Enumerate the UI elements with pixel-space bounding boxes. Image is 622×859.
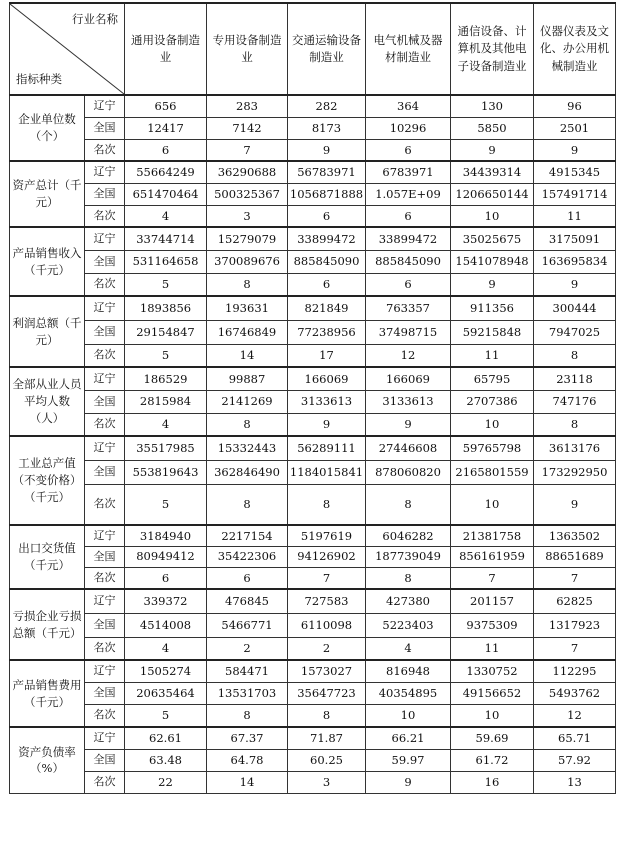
data-cell: 12 — [366, 344, 451, 367]
data-cell: 7 — [534, 567, 616, 589]
data-cell: 99887 — [207, 367, 288, 390]
data-cell: 9 — [534, 273, 616, 296]
data-cell: 36290688 — [207, 161, 288, 183]
data-cell: 5 — [125, 704, 207, 727]
data-cell: 11 — [534, 205, 616, 227]
data-cell: 1541078948 — [451, 250, 534, 273]
data-cell: 362846490 — [207, 460, 288, 484]
data-cell: 61.72 — [451, 749, 534, 771]
data-cell: 6 — [288, 273, 366, 296]
table-row — [10, 227, 616, 250]
data-cell: 427380 — [366, 589, 451, 613]
data-cell: 6 — [366, 139, 451, 161]
data-cell: 2141269 — [207, 390, 288, 413]
row-type-label: 全国 — [85, 320, 125, 344]
data-cell: 35422306 — [207, 546, 288, 567]
data-cell: 8 — [366, 484, 451, 525]
data-cell: 187739049 — [366, 546, 451, 567]
data-cell: 656 — [125, 95, 207, 117]
row-type-label: 名次 — [85, 637, 125, 660]
data-cell: 12417 — [125, 117, 207, 139]
row-type-label: 辽宁 — [85, 95, 125, 117]
data-cell: 5466771 — [207, 613, 288, 637]
data-cell: 9 — [288, 139, 366, 161]
data-cell: 10 — [451, 704, 534, 727]
data-cell: 4915345 — [534, 161, 616, 183]
data-cell: 3184940 — [125, 525, 207, 546]
table-row — [10, 727, 616, 749]
table-row — [10, 682, 616, 704]
table-row — [10, 660, 616, 682]
data-cell: 2165801559 — [451, 460, 534, 484]
data-cell: 62.61 — [125, 727, 207, 749]
indicator-name: 产品销售收入（千元） — [10, 227, 85, 296]
data-cell: 22 — [125, 771, 207, 793]
data-cell: 747176 — [534, 390, 616, 413]
data-cell: 727583 — [288, 589, 366, 613]
row-type-label: 全国 — [85, 390, 125, 413]
data-cell: 15332443 — [207, 436, 288, 460]
data-cell: 763357 — [366, 296, 451, 320]
row-type-label: 名次 — [85, 567, 125, 589]
data-cell: 13 — [534, 771, 616, 793]
data-cell: 57.92 — [534, 749, 616, 771]
data-cell: 1363502 — [534, 525, 616, 546]
data-cell: 1317923 — [534, 613, 616, 637]
data-cell: 8 — [288, 704, 366, 727]
data-cell: 1505274 — [125, 660, 207, 682]
row-type-label: 名次 — [85, 704, 125, 727]
data-cell: 3 — [207, 205, 288, 227]
data-cell: 9 — [451, 273, 534, 296]
data-cell: 11 — [451, 637, 534, 660]
data-cell: 9 — [366, 413, 451, 436]
data-cell: 60.25 — [288, 749, 366, 771]
data-cell: 5 — [125, 273, 207, 296]
data-cell: 7 — [451, 567, 534, 589]
indicator-name: 资产负债率（%） — [10, 727, 85, 793]
data-cell: 59.69 — [451, 727, 534, 749]
data-cell: 35025675 — [451, 227, 534, 250]
table-row — [10, 413, 616, 436]
column-header: 交通运输设备制造业 — [288, 3, 366, 95]
table-row — [10, 525, 616, 546]
data-cell: 3133613 — [366, 390, 451, 413]
data-cell: 9 — [451, 139, 534, 161]
data-cell: 14 — [207, 771, 288, 793]
data-cell: 15279079 — [207, 227, 288, 250]
data-cell: 3133613 — [288, 390, 366, 413]
data-cell: 34439314 — [451, 161, 534, 183]
data-cell: 6783971 — [366, 161, 451, 183]
data-cell: 59.97 — [366, 749, 451, 771]
data-cell: 1056871888 — [288, 183, 366, 205]
row-type-label: 全国 — [85, 460, 125, 484]
data-cell: 8 — [534, 413, 616, 436]
data-cell: 8 — [534, 344, 616, 367]
data-cell: 885845090 — [366, 250, 451, 273]
data-cell: 584471 — [207, 660, 288, 682]
data-cell: 1184015841 — [288, 460, 366, 484]
row-type-label: 名次 — [85, 771, 125, 793]
data-cell: 4 — [125, 637, 207, 660]
data-cell: 10 — [366, 704, 451, 727]
data-cell: 500325367 — [207, 183, 288, 205]
column-header: 通信设备、计算机及其他电子设备制造业 — [451, 3, 534, 95]
data-cell: 6 — [207, 567, 288, 589]
table-row — [10, 183, 616, 205]
data-cell: 6 — [366, 273, 451, 296]
data-cell: 56289111 — [288, 436, 366, 460]
data-cell: 5 — [125, 484, 207, 525]
data-cell: 6046282 — [366, 525, 451, 546]
data-cell: 2707386 — [451, 390, 534, 413]
row-type-label: 全国 — [85, 117, 125, 139]
data-cell: 8 — [366, 567, 451, 589]
row-type-label: 辽宁 — [85, 589, 125, 613]
data-cell: 6 — [125, 567, 207, 589]
data-cell: 878060820 — [366, 460, 451, 484]
data-cell: 56783971 — [288, 161, 366, 183]
data-cell: 10 — [451, 484, 534, 525]
data-cell: 476845 — [207, 589, 288, 613]
table-row — [10, 460, 616, 484]
data-cell: 4 — [125, 413, 207, 436]
data-cell: 1330752 — [451, 660, 534, 682]
data-cell: 6110098 — [288, 613, 366, 637]
data-cell: 17 — [288, 344, 366, 367]
indicator-name: 企业单位数（个） — [10, 95, 85, 161]
data-cell: 5493762 — [534, 682, 616, 704]
data-cell: 911356 — [451, 296, 534, 320]
row-type-label: 辽宁 — [85, 525, 125, 546]
row-type-label: 辽宁 — [85, 367, 125, 390]
table-row — [10, 749, 616, 771]
table-row — [10, 613, 616, 637]
data-cell: 1893856 — [125, 296, 207, 320]
header-row — [10, 3, 616, 95]
data-cell: 364 — [366, 95, 451, 117]
data-cell: 821849 — [288, 296, 366, 320]
data-cell: 49156652 — [451, 682, 534, 704]
table-row — [10, 436, 616, 460]
table-row — [10, 484, 616, 525]
data-cell: 11 — [451, 344, 534, 367]
data-cell: 40354895 — [366, 682, 451, 704]
row-type-label: 辽宁 — [85, 296, 125, 320]
data-cell: 2 — [288, 637, 366, 660]
table-row — [10, 273, 616, 296]
data-cell: 65.71 — [534, 727, 616, 749]
data-cell: 8 — [207, 413, 288, 436]
data-cell: 8173 — [288, 117, 366, 139]
row-type-label: 名次 — [85, 205, 125, 227]
industry-comparison-table — [9, 2, 616, 794]
data-cell: 283 — [207, 95, 288, 117]
indicator-name: 全部从业人员平均人数（人） — [10, 367, 85, 436]
row-type-label: 名次 — [85, 484, 125, 525]
data-cell: 1206650144 — [451, 183, 534, 205]
row-type-label: 名次 — [85, 139, 125, 161]
table-row — [10, 367, 616, 390]
data-cell: 21381758 — [451, 525, 534, 546]
data-cell: 166069 — [288, 367, 366, 390]
data-cell: 37498715 — [366, 320, 451, 344]
data-cell: 23118 — [534, 367, 616, 390]
column-header: 通用设备制造业 — [125, 3, 207, 95]
indicator-name: 利润总额（千元） — [10, 296, 85, 367]
table-row — [10, 589, 616, 613]
data-cell: 10 — [451, 205, 534, 227]
data-cell: 201157 — [451, 589, 534, 613]
data-cell: 856161959 — [451, 546, 534, 567]
data-cell: 173292950 — [534, 460, 616, 484]
row-type-label: 全国 — [85, 546, 125, 567]
data-cell: 64.78 — [207, 749, 288, 771]
data-cell: 10 — [451, 413, 534, 436]
data-cell: 2501 — [534, 117, 616, 139]
table-row — [10, 320, 616, 344]
data-cell: 29154847 — [125, 320, 207, 344]
data-cell: 65795 — [451, 367, 534, 390]
column-header: 仪器仪表及文化、办公用机械制造业 — [534, 3, 616, 95]
table-row — [10, 205, 616, 227]
indicator-name: 资产总计（千元） — [10, 161, 85, 227]
row-type-label: 辽宁 — [85, 161, 125, 183]
data-cell: 112295 — [534, 660, 616, 682]
row-type-label: 名次 — [85, 344, 125, 367]
indicator-type-label: 指标种类 — [16, 71, 62, 86]
data-cell: 3175091 — [534, 227, 616, 250]
data-cell: 59765798 — [451, 436, 534, 460]
data-cell: 282 — [288, 95, 366, 117]
row-type-label: 全国 — [85, 682, 125, 704]
row-type-label: 全国 — [85, 183, 125, 205]
data-cell: 4 — [125, 205, 207, 227]
data-cell: 67.37 — [207, 727, 288, 749]
table-body — [10, 95, 616, 793]
data-cell: 35647723 — [288, 682, 366, 704]
data-cell: 20635464 — [125, 682, 207, 704]
data-cell: 7142 — [207, 117, 288, 139]
table-row — [10, 296, 616, 320]
data-cell: 96 — [534, 95, 616, 117]
data-cell: 8 — [207, 484, 288, 525]
data-cell: 12 — [534, 704, 616, 727]
industry-name-label: 行业名称 — [72, 12, 118, 26]
table-row — [10, 637, 616, 660]
data-cell: 9 — [534, 139, 616, 161]
data-cell: 94126902 — [288, 546, 366, 567]
data-cell: 33899472 — [366, 227, 451, 250]
row-type-label: 名次 — [85, 273, 125, 296]
data-cell: 8 — [207, 704, 288, 727]
data-cell: 1.057E+09 — [366, 183, 451, 205]
data-cell: 4 — [366, 637, 451, 660]
data-cell: 3613176 — [534, 436, 616, 460]
data-cell: 33899472 — [288, 227, 366, 250]
table-row — [10, 139, 616, 161]
data-cell: 8 — [207, 273, 288, 296]
table-row — [10, 117, 616, 139]
data-cell: 1573027 — [288, 660, 366, 682]
row-type-label: 全国 — [85, 250, 125, 273]
data-cell: 5197619 — [288, 525, 366, 546]
data-cell: 9 — [534, 484, 616, 525]
data-cell: 16746849 — [207, 320, 288, 344]
data-cell: 5 — [125, 344, 207, 367]
data-cell: 7 — [207, 139, 288, 161]
data-cell: 531164658 — [125, 250, 207, 273]
data-cell: 66.21 — [366, 727, 451, 749]
data-cell: 2 — [207, 637, 288, 660]
table-row — [10, 344, 616, 367]
data-cell: 4514008 — [125, 613, 207, 637]
table-row — [10, 771, 616, 793]
data-cell: 186529 — [125, 367, 207, 390]
data-cell: 7947025 — [534, 320, 616, 344]
indicator-name: 亏损企业亏损总额（千元） — [10, 589, 85, 660]
data-cell: 33744714 — [125, 227, 207, 250]
data-cell: 5223403 — [366, 613, 451, 637]
data-cell: 553819643 — [125, 460, 207, 484]
data-cell: 9 — [288, 413, 366, 436]
data-cell: 6 — [366, 205, 451, 227]
table-row — [10, 250, 616, 273]
data-cell: 166069 — [366, 367, 451, 390]
data-cell: 193631 — [207, 296, 288, 320]
data-cell: 77238956 — [288, 320, 366, 344]
table-row — [10, 567, 616, 589]
data-cell: 6 — [288, 205, 366, 227]
data-cell: 9375309 — [451, 613, 534, 637]
table-row — [10, 390, 616, 413]
data-cell: 816948 — [366, 660, 451, 682]
indicator-name: 工业总产值（不变价格）（千元） — [10, 436, 85, 525]
data-cell: 9 — [366, 771, 451, 793]
data-cell: 14 — [207, 344, 288, 367]
indicator-name: 产品销售费用（千元） — [10, 660, 85, 727]
data-cell: 62825 — [534, 589, 616, 613]
data-cell: 27446608 — [366, 436, 451, 460]
data-cell: 370089676 — [207, 250, 288, 273]
data-cell: 63.48 — [125, 749, 207, 771]
data-cell: 163695834 — [534, 250, 616, 273]
row-type-label: 辽宁 — [85, 227, 125, 250]
data-cell: 885845090 — [288, 250, 366, 273]
data-cell: 10296 — [366, 117, 451, 139]
row-type-label: 全国 — [85, 749, 125, 771]
data-cell: 3 — [288, 771, 366, 793]
table-row — [10, 95, 616, 117]
data-cell: 6 — [125, 139, 207, 161]
column-header: 电气机械及器材制造业 — [366, 3, 451, 95]
indicator-name: 出口交货值（千元） — [10, 525, 85, 589]
data-cell: 339372 — [125, 589, 207, 613]
data-cell: 7 — [288, 567, 366, 589]
data-cell: 130 — [451, 95, 534, 117]
data-cell: 59215848 — [451, 320, 534, 344]
data-cell: 7 — [534, 637, 616, 660]
row-type-label: 辽宁 — [85, 436, 125, 460]
data-cell: 13531703 — [207, 682, 288, 704]
row-type-label: 辽宁 — [85, 660, 125, 682]
data-cell: 55664249 — [125, 161, 207, 183]
data-cell: 5850 — [451, 117, 534, 139]
data-cell: 2217154 — [207, 525, 288, 546]
data-cell: 35517985 — [125, 436, 207, 460]
data-cell: 71.87 — [288, 727, 366, 749]
data-cell: 2815984 — [125, 390, 207, 413]
data-cell: 16 — [451, 771, 534, 793]
table-row — [10, 161, 616, 183]
table-row — [10, 546, 616, 567]
row-type-label: 名次 — [85, 413, 125, 436]
data-cell: 157491714 — [534, 183, 616, 205]
data-cell: 300444 — [534, 296, 616, 320]
column-header: 专用设备制造业 — [207, 3, 288, 95]
row-type-label: 全国 — [85, 613, 125, 637]
data-cell: 80949412 — [125, 546, 207, 567]
data-cell: 8 — [288, 484, 366, 525]
row-type-label: 辽宁 — [85, 727, 125, 749]
data-cell: 651470464 — [125, 183, 207, 205]
table-row — [10, 704, 616, 727]
data-cell: 88651689 — [534, 546, 616, 567]
diagonal-header-cell — [10, 3, 125, 95]
